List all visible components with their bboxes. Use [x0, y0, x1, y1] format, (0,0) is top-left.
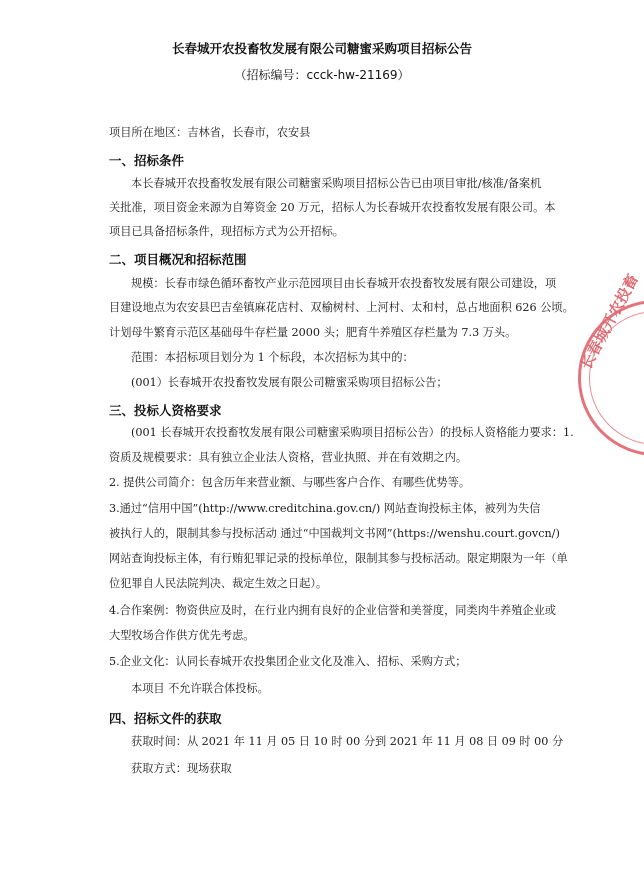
s3-line-4: 3.通过“信用中国”(http://www.creditchina.gov.cn/) 网站查询投标主体，被列为失信 [109, 502, 541, 515]
s2-line-1: 规模：长春市绿色循环畜牧产业示范园项目由长春城开农投畜牧发展有限公司建设，项 [131, 277, 557, 290]
section-heading-1: 一、招标条件 [109, 153, 185, 168]
s3-line-5: 被执行人的，限制其参与投标活动 通过“中国裁判文书网”(https://wenshu.court.govcn/) [109, 527, 560, 540]
s3-line-9: 大型牧场合作供方优先考虑。 [109, 629, 255, 642]
project-location: 项目所在地区：吉林省，长春市，农安县 [109, 126, 311, 139]
section-heading-4: 四、招标文件的获取 [109, 711, 222, 726]
s2-line-2: 目建设地点为农安县巴吉垒镇麻花店村、双榆树村、上河村、太和村，总占地面积 626 公顷。 [109, 301, 574, 314]
s1-line-2: 关批准，项目资金来源为自筹资金 20 万元，招标人为长春城开农投畜牧发展有限公司。本 [109, 201, 556, 214]
s4-line-1: 获取时间：从 2021 年 11 月 05 日 10 时 00 分到 2021 年 11 月 08 日 09 时 00 分 [131, 735, 564, 748]
s1-line-1: 本长春城开农投畜牧发展有限公司糖蜜采购项目招标公告已由项目审批/核准/备案机 [131, 177, 542, 190]
s4-line-2: 获取方式：现场获取 [131, 762, 232, 775]
s3-line-3: 2. 提供公司简介：包含历年来营业额、与哪些客户合作、有哪些优势等。 [109, 476, 471, 489]
s3-line-7: 位犯罪自人民法院判决、裁定生效之日起）。 [109, 577, 328, 590]
s2-line-4: 范围：本招标项目划分为 1 个标段，本次招标为其中的： [131, 351, 414, 364]
company-seal-stamp [576, 271, 644, 456]
s3-line-11: 本项目 不允许联合体投标。 [131, 682, 269, 695]
document-title: 长春城开农投畜牧发展有限公司糖蜜采购项目招标公告 [171, 41, 472, 56]
s3-line-6: 网站查询投标主体，有行贿犯罪记录的投标单位，限制其参与投标活动。限定期限为一年（单 [109, 552, 568, 565]
s3-line-8: 4.合作案例：物资供应及时，在行业内拥有良好的企业信誉和美誉度，同类肉牛养殖企业或 [109, 604, 556, 617]
seal-text: 长春城开农投畜 [576, 271, 642, 373]
s3-line-2: 资质及规模要求：具有独立企业法人资格，营业执照、并在有效期之内。 [109, 451, 468, 464]
section-heading-3: 三、投标人资格要求 [109, 403, 222, 418]
tender-code: （招标编号：ccck-hw-21169） [234, 68, 410, 82]
s3-line-1: (001 长春城开农投畜牧发展有限公司糖蜜采购项目招标公告）的投标人资格能力要求：1. [131, 426, 574, 439]
s3-line-10: 5.企业文化：认同长春城开农投集团企业文化及准入、招标、采购方式； [109, 655, 467, 668]
s1-line-3: 项目已具备招标条件，现招标方式为公开招标。 [109, 225, 344, 238]
s2-line-5: (001）长春城开农投畜牧发展有限公司糖蜜采购项目招标公告； [131, 376, 448, 389]
s2-line-3: 计划母牛繁育示范区基础母牛存栏量 2000 头；肥育牛养殖区存栏量为 7.3 万头。 [109, 326, 517, 339]
section-heading-2: 二、项目概况和招标范围 [109, 252, 247, 267]
